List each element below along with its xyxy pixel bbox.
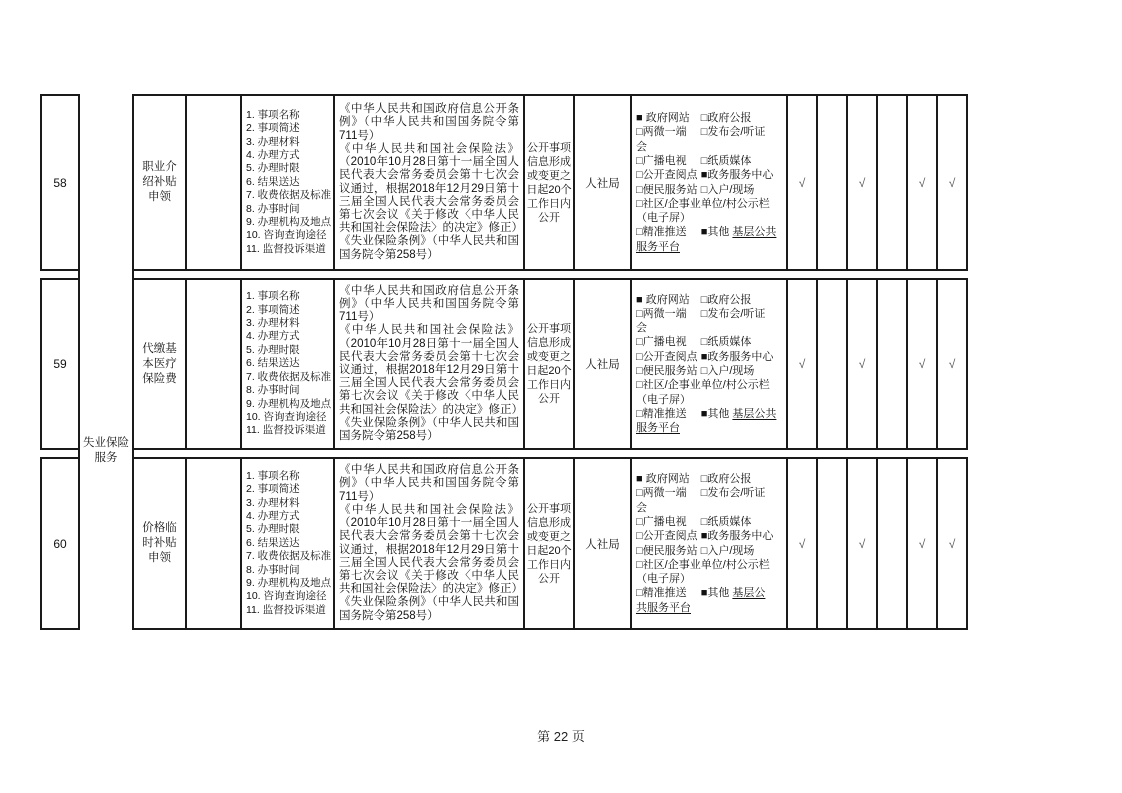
channel-line bbox=[636, 211, 776, 225]
list-item: 8. 办事时间 bbox=[246, 202, 300, 215]
channel-line bbox=[636, 572, 773, 586]
legal-basis-text bbox=[339, 284, 523, 443]
check-cell bbox=[816, 457, 848, 630]
channel-line bbox=[636, 486, 773, 500]
department-cell: 人社局 bbox=[573, 457, 632, 630]
check-cell bbox=[876, 278, 908, 450]
list-item: 1. 事项名称 bbox=[246, 108, 300, 121]
legal-paragraph: 《中华人民共和国社会保险法》（2010年10月28日第十一届全国人民代表大会常务委员会第十七次会议通过，根据2018年12月29日第十三届全国人民代表大会常务委员会第七次会议《关于修改〈中华人民共和国社会保险法〉的决定》修正） bbox=[339, 142, 523, 235]
time-limit-line: 或变更之 bbox=[527, 351, 571, 363]
list-item: 3. 办理材料 bbox=[246, 496, 300, 509]
list-item: 3. 办理材料 bbox=[246, 317, 300, 330]
check-cell bbox=[876, 457, 908, 630]
time-limit-line: 公开事项 bbox=[527, 323, 571, 335]
check-cell bbox=[816, 278, 848, 450]
checkmark: √ bbox=[948, 357, 956, 371]
checkmark: √ bbox=[918, 175, 926, 190]
channel-text: □精准推送 ■其他 bbox=[636, 407, 733, 420]
list-item: 10. 咨询查询途径 bbox=[246, 229, 327, 242]
list-item: 10. 咨询查询途径 bbox=[246, 410, 327, 423]
channel-line bbox=[636, 515, 773, 529]
channel-line bbox=[636, 544, 773, 558]
list-item: 2. 事项简述 bbox=[246, 303, 300, 316]
list-item: 8. 办事时间 bbox=[246, 384, 300, 397]
check-cell bbox=[786, 278, 818, 450]
channel-text: ■ 政府网站 □政府公报 bbox=[636, 112, 752, 125]
category-spacer-cell bbox=[78, 94, 132, 271]
list-item: 11. 监督投诉渠道 bbox=[246, 424, 326, 437]
channel-text-underlined: 服务平台 bbox=[636, 240, 680, 253]
table-rows bbox=[40, 94, 968, 630]
channel-text-underlined: 基层公共 bbox=[732, 226, 777, 239]
legal-paragraph: 《失业保险条例》（中华人民共和国国务院令第258号） bbox=[339, 596, 519, 622]
department-cell: 人社局 bbox=[573, 278, 632, 450]
list-item: 5. 办理时限 bbox=[246, 523, 300, 536]
content-list bbox=[246, 109, 331, 256]
channels-cell bbox=[630, 278, 788, 450]
check-cell bbox=[906, 457, 938, 630]
channel-line bbox=[636, 335, 776, 349]
channel-text-underlined: 服务平台 bbox=[636, 422, 680, 435]
check-cell bbox=[906, 94, 938, 271]
channel-line bbox=[636, 350, 776, 364]
list-item: 2. 事项简述 bbox=[246, 122, 300, 135]
checkmark: √ bbox=[858, 357, 866, 371]
channel-text: 会 bbox=[636, 322, 647, 335]
checkmark: √ bbox=[918, 357, 926, 371]
time-limit-line: 公开事项 bbox=[527, 502, 571, 515]
time-limit-line: 信息形成 bbox=[527, 337, 571, 349]
legal-paragraph: 《中华人民共和国政府信息公开条例》（中华人民共和国国务院令第711号） bbox=[339, 284, 519, 324]
time-limit-line: 工作日内 bbox=[527, 379, 571, 391]
channel-line bbox=[636, 154, 776, 168]
channel-text: □广播电视 □纸质媒体 bbox=[636, 154, 752, 167]
legal-paragraph: 《失业保险条例》（中华人民共和国国务院令第258号） bbox=[339, 235, 519, 261]
content-list-cell bbox=[240, 457, 335, 630]
legal-basis-cell bbox=[333, 278, 525, 450]
channel-line bbox=[636, 111, 776, 125]
channel-text: □公开查阅点 ■政务服务中心 bbox=[636, 350, 774, 363]
channel-line bbox=[636, 501, 773, 515]
check-cell bbox=[786, 457, 818, 630]
item-name-cell: 职业介绍补贴申领 bbox=[132, 94, 187, 271]
channel-text: □社区/企事业单位/村公示栏 bbox=[636, 558, 770, 571]
check-cell bbox=[936, 94, 968, 271]
checkmark: √ bbox=[798, 357, 806, 371]
list-item: 6. 结果送达 bbox=[246, 175, 300, 188]
time-limit-line: 工作日内 bbox=[527, 197, 571, 210]
time-limit-text bbox=[526, 322, 571, 406]
time-limit-line: 公开 bbox=[538, 572, 560, 585]
channel-line bbox=[636, 378, 776, 392]
list-item: 4. 办理方式 bbox=[246, 148, 300, 161]
channel-line bbox=[636, 421, 776, 435]
check-cell bbox=[846, 94, 878, 271]
channel-text: ■ 政府网站 □政府公报 bbox=[636, 473, 752, 486]
list-item: 11. 监督投诉渠道 bbox=[246, 603, 326, 616]
empty-cell bbox=[185, 457, 242, 630]
channel-line bbox=[636, 321, 776, 335]
channel-line bbox=[636, 472, 773, 486]
time-limit-line: 信息形成 bbox=[527, 155, 571, 168]
channels-cell bbox=[630, 457, 788, 630]
time-limit-text bbox=[526, 141, 571, 225]
list-item: 9. 办理机构及地点 bbox=[246, 397, 332, 410]
checkmark: √ bbox=[798, 536, 806, 551]
legal-paragraph: 《中华人民共和国社会保险法》（2010年10月28日第十一届全国人民代表大会常务委员会第十七次会议通过，根据2018年12月29日第十三届全国人民代表大会常务委员会第七次会议《关于修改〈中华人民共和国社会保险法〉的决定》修正） bbox=[339, 503, 523, 596]
time-limit-cell bbox=[523, 278, 575, 450]
channel-text-underlined: 基层公 bbox=[732, 587, 766, 600]
channel-text: 会 bbox=[636, 140, 647, 153]
table-row bbox=[40, 94, 968, 271]
content-list-cell bbox=[240, 94, 335, 271]
time-limit-line: 公开 bbox=[538, 393, 560, 405]
row-number-cell: 59 bbox=[40, 278, 78, 450]
check-cell bbox=[816, 94, 848, 271]
channel-line bbox=[636, 529, 773, 543]
channel-line bbox=[636, 168, 776, 182]
channel-text: □公开查阅点 ■政务服务中心 bbox=[636, 169, 774, 182]
check-cell bbox=[846, 457, 878, 630]
checkmark: √ bbox=[918, 536, 926, 551]
legal-paragraph: 《中华人民共和国政府信息公开条例》（中华人民共和国国务院令第711号） bbox=[339, 103, 519, 142]
channel-text: □社区/企事业单位/村公示栏 bbox=[636, 197, 770, 210]
check-cell bbox=[846, 278, 878, 450]
channel-line bbox=[636, 407, 776, 421]
legal-paragraph: 《中华人民共和国社会保险法》（2010年10月28日第十一届全国人民代表大会常务委员会第十七次会议通过，根据2018年12月29日第十三届全国人民代表大会常务委员会第七次会议《关于修改〈中华人民共和国社会保险法〉的决定》修正） bbox=[339, 324, 523, 416]
time-limit-text bbox=[526, 502, 571, 586]
channel-text: （电子屏） bbox=[636, 573, 691, 586]
channel-text: 会 bbox=[636, 501, 647, 514]
channel-text: □两微一端 □发布会/听证 bbox=[636, 487, 766, 500]
time-limit-line: 日起20个 bbox=[526, 365, 572, 377]
department-cell: 人社局 bbox=[573, 94, 632, 271]
category-spacer-cell bbox=[78, 278, 132, 450]
list-item: 4. 办理方式 bbox=[246, 509, 300, 522]
channel-text: □两微一端 □发布会/听证 bbox=[636, 126, 766, 139]
channel-line bbox=[636, 240, 776, 254]
list-item: 6. 结果送达 bbox=[246, 357, 300, 370]
channel-line bbox=[636, 586, 773, 600]
legal-basis-cell bbox=[333, 94, 525, 271]
time-limit-cell bbox=[523, 94, 575, 271]
list-item: 5. 办理时限 bbox=[246, 343, 300, 356]
list-item: 6. 结果送达 bbox=[246, 536, 300, 549]
channel-text: （电子屏） bbox=[636, 393, 691, 406]
page-footer: 第 22 页 bbox=[537, 729, 585, 744]
list-item: 1. 事项名称 bbox=[246, 469, 300, 482]
channel-text: □便民服务站 □入户/现场 bbox=[636, 183, 755, 196]
check-cell bbox=[936, 278, 968, 450]
channel-line bbox=[636, 307, 776, 321]
channel-text: □便民服务站 □入户/现场 bbox=[636, 365, 755, 377]
time-limit-line: 信息形成 bbox=[527, 516, 571, 529]
time-limit-line: 或变更之 bbox=[527, 530, 571, 543]
checkmark: √ bbox=[798, 175, 806, 190]
row-number-cell: 58 bbox=[40, 94, 78, 271]
channel-text: □社区/企事业单位/村公示栏 bbox=[636, 379, 770, 392]
category-spacer-cell bbox=[78, 457, 132, 630]
content-list-cell bbox=[240, 278, 335, 450]
item-name-cell: 价格临时补贴申领 bbox=[132, 457, 187, 630]
list-item: 4. 办理方式 bbox=[246, 330, 300, 343]
time-limit-cell bbox=[523, 457, 575, 630]
empty-cell bbox=[185, 94, 242, 271]
channels-list bbox=[636, 111, 776, 254]
check-cell bbox=[936, 457, 968, 630]
list-item: 7. 收费依据及标准 bbox=[246, 189, 332, 202]
legal-basis-text bbox=[339, 103, 523, 261]
list-item: 3. 办理材料 bbox=[246, 135, 300, 148]
disclosure-table bbox=[40, 94, 968, 630]
check-cell bbox=[876, 94, 908, 271]
table-row bbox=[40, 278, 968, 450]
channel-line bbox=[636, 225, 776, 239]
channel-line bbox=[636, 140, 776, 154]
category-label: 失业保险服务 bbox=[83, 437, 129, 464]
checkmark: √ bbox=[858, 536, 866, 551]
channel-text: □精准推送 ■其他 bbox=[636, 587, 733, 600]
channel-text: □精准推送 ■其他 bbox=[636, 226, 733, 239]
checkmark: √ bbox=[858, 175, 866, 190]
list-item: 11. 监督投诉渠道 bbox=[246, 242, 326, 255]
time-limit-line: 工作日内 bbox=[527, 558, 571, 571]
channel-text: □公开查阅点 ■政务服务中心 bbox=[636, 530, 774, 543]
checkmark: √ bbox=[948, 536, 956, 551]
check-cell bbox=[906, 278, 938, 450]
channel-line bbox=[636, 558, 773, 572]
list-item: 7. 收费依据及标准 bbox=[246, 550, 332, 563]
channels-list bbox=[636, 293, 776, 436]
channel-text: □广播电视 □纸质媒体 bbox=[636, 515, 752, 528]
time-limit-line: 公开事项 bbox=[527, 141, 571, 154]
channels-list bbox=[636, 472, 773, 615]
channel-text-underlined: 共服务平台 bbox=[636, 601, 691, 614]
channels-cell bbox=[630, 94, 788, 271]
list-item: 8. 办事时间 bbox=[246, 563, 300, 576]
channel-text: ■ 政府网站 □政府公报 bbox=[636, 293, 752, 306]
channel-line bbox=[636, 393, 776, 407]
channel-line bbox=[636, 183, 776, 197]
channel-line bbox=[636, 601, 773, 615]
table-row bbox=[40, 457, 968, 630]
row-number-cell: 60 bbox=[40, 457, 78, 630]
legal-paragraph: 《中华人民共和国政府信息公开条例》（中华人民共和国国务院令第711号） bbox=[339, 464, 519, 503]
channel-text: □便民服务站 □入户/现场 bbox=[636, 544, 755, 557]
channel-line bbox=[636, 197, 776, 211]
channel-text: □广播电视 □纸质媒体 bbox=[636, 336, 752, 349]
list-item: 10. 咨询查询途径 bbox=[246, 590, 327, 603]
channel-line bbox=[636, 364, 776, 378]
time-limit-line: 日起20个 bbox=[526, 544, 572, 557]
channel-text-underlined: 基层公共 bbox=[732, 407, 777, 420]
checkmark: √ bbox=[948, 175, 956, 190]
list-item: 9. 办理机构及地点 bbox=[246, 577, 332, 590]
time-limit-line: 日起20个 bbox=[526, 183, 572, 196]
empty-cell bbox=[185, 278, 242, 450]
list-item: 5. 办理时限 bbox=[246, 162, 300, 175]
list-item: 1. 事项名称 bbox=[246, 290, 300, 303]
legal-basis-cell bbox=[333, 457, 525, 630]
channel-text: □两微一端 □发布会/听证 bbox=[636, 307, 766, 320]
legal-paragraph: 《失业保险条例》（中华人民共和国国务院令第258号） bbox=[339, 416, 519, 443]
channel-line bbox=[636, 125, 776, 139]
content-list bbox=[246, 290, 331, 437]
check-cell bbox=[786, 94, 818, 271]
channel-line bbox=[636, 293, 776, 307]
list-item: 9. 办理机构及地点 bbox=[246, 216, 332, 229]
legal-basis-text bbox=[339, 464, 523, 622]
content-list bbox=[246, 470, 331, 617]
time-limit-line: 公开 bbox=[538, 211, 560, 224]
item-name-cell: 代缴基本医疗保险费 bbox=[132, 278, 187, 450]
list-item: 2. 事项简述 bbox=[246, 483, 300, 496]
channel-text: （电子屏） bbox=[636, 212, 691, 225]
list-item: 7. 收费依据及标准 bbox=[246, 370, 332, 383]
time-limit-line: 或变更之 bbox=[527, 169, 571, 182]
